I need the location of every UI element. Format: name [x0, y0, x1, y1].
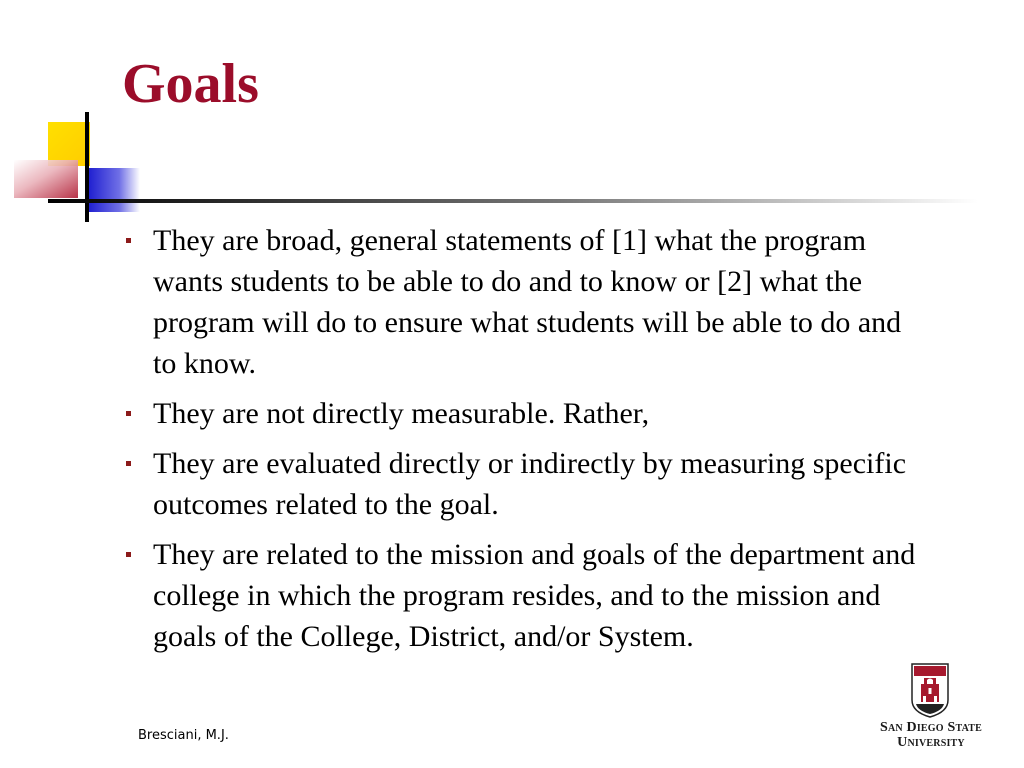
bullet-text: They are broad, general statements of [1] what the program wants students to be able to do and to know or [2] what the program will do to ensure what students will be able to do and to know.: [153, 224, 902, 380]
bullet-item: [122, 443, 922, 525]
slide-title: Goals: [122, 53, 259, 115]
bullet-square-icon: [126, 411, 131, 416]
logo-text-line1: San Diego State: [880, 720, 982, 735]
footer-author: Bresciani, M.J.: [138, 728, 229, 743]
bullet-text: They are related to the mission and goals of the department and college in which the program resides, and to the mission and goals of the College, District, and/or System.: [153, 538, 916, 653]
bullet-text: They are not directly measurable. Rather,: [153, 397, 650, 430]
logo-text-line2: University: [897, 735, 965, 750]
university-seal-icon: [910, 662, 950, 718]
bullet-square-icon: [126, 461, 131, 466]
bullet-item: [122, 534, 922, 657]
university-logo: [866, 662, 996, 754]
vertical-rule: [85, 112, 89, 222]
bullet-text: They are evaluated directly or indirectly by measuring specific outcomes related to the goal.: [153, 447, 907, 521]
corner-decoration: [0, 0, 1024, 240]
bullet-square-icon: [126, 552, 131, 557]
blue-square: [88, 168, 140, 212]
horizontal-rule: [48, 199, 978, 203]
bullet-item: [122, 220, 922, 384]
yellow-square: [48, 122, 90, 166]
red-square: [14, 160, 78, 198]
bullet-item: [122, 393, 922, 434]
bullet-square-icon: [126, 238, 131, 243]
bullet-list: [122, 220, 922, 666]
